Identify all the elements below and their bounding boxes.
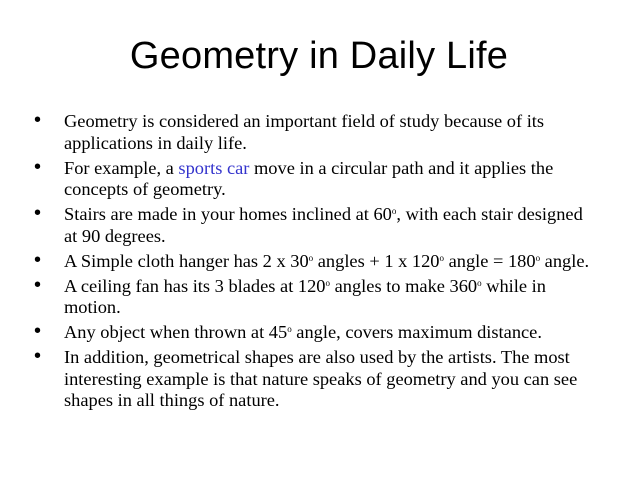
bullet-text: move in a circular path and it applies the concepts of geometry.: [64, 157, 554, 199]
bullet-item: [34, 322, 594, 344]
bullet-item: [34, 347, 594, 412]
degree-superscript: o: [477, 277, 482, 288]
bullet-icon: •: [34, 202, 42, 224]
bullet-icon: •: [34, 248, 42, 271]
bullet-text: Any object when thrown at 45: [64, 322, 288, 342]
degree-superscript: o: [535, 252, 541, 263]
bullet-item: [34, 273, 594, 319]
sports-car-link[interactable]: sports car: [178, 157, 250, 178]
bullet-list: [34, 111, 594, 415]
bullet-text: angle.: [540, 250, 590, 271]
bullet-item: [34, 204, 594, 247]
bullet-text: angle, covers maximum distance.: [291, 322, 542, 342]
bullet-text: In addition, geometrical shapes are also used by the artists. The most interesting example is that nature speaks of geometry and you can see shapes in all things of nature.: [64, 347, 578, 410]
bullet-icon: •: [34, 155, 42, 178]
bullet-text: , with each stair designed at 90 degrees.: [64, 204, 583, 246]
degree-superscript: o: [308, 252, 314, 263]
bullet-item: [34, 111, 594, 154]
bullet-icon: •: [34, 109, 42, 131]
bullet-text: angles + 1 x 120: [313, 250, 440, 271]
degree-superscript: o: [287, 324, 292, 334]
bullet-text: Stairs are made in your homes inclined at 60: [64, 204, 392, 224]
bullet-icon: •: [34, 320, 42, 342]
bullet-text: Geometry is considered an important field of study because of its applications in daily life.: [64, 111, 545, 153]
bullet-icon: •: [34, 345, 42, 367]
bullet-text: angles to make 360: [330, 275, 478, 296]
degree-superscript: o: [439, 252, 444, 263]
degree-superscript: o: [391, 206, 397, 216]
bullet-text: while in motion.: [64, 275, 546, 317]
degree-superscript: o: [325, 277, 331, 288]
bullet-text: A Simple cloth hanger has 2 x 30: [64, 250, 309, 271]
bullet-text: For example, a: [64, 157, 179, 178]
bullet-text: A ceiling fan has its 3 blades at 120: [64, 275, 326, 296]
bullet-item: [34, 155, 594, 201]
slide-title: Geometry in Daily Life: [129, 35, 509, 77]
bullet-icon: •: [34, 273, 42, 296]
bullet-item: [34, 248, 594, 273]
bullet-text: angle = 180: [444, 250, 536, 271]
